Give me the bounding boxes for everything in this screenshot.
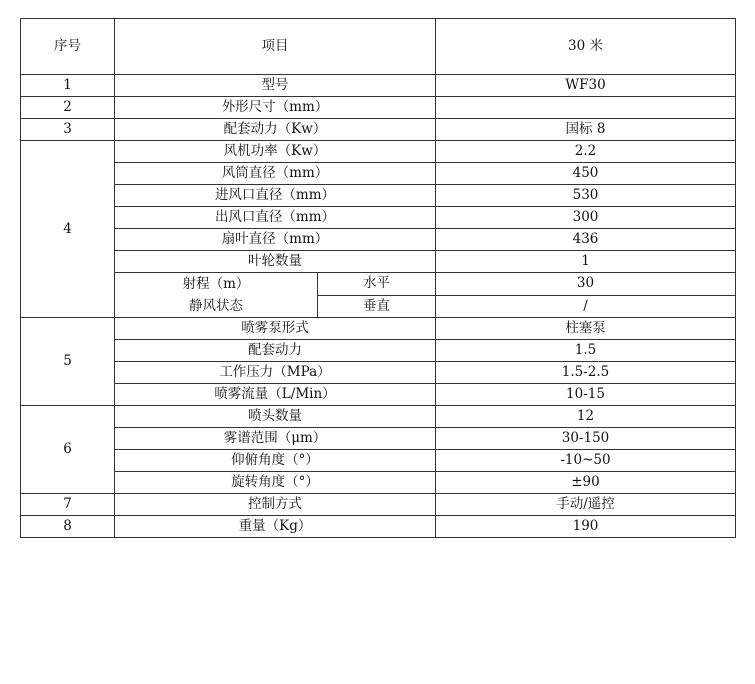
header-value: 30 米 (436, 19, 736, 75)
row-value: 手动/遥控 (436, 494, 736, 516)
row-item: 旋转角度（°） (115, 472, 436, 494)
group-no: 6 (21, 406, 115, 494)
row-value: 30-150 (436, 428, 736, 450)
table-row (21, 428, 736, 450)
row-no: 8 (21, 516, 115, 538)
row-no: 7 (21, 494, 115, 516)
table-row (21, 229, 736, 251)
range-sub-horizontal: 水平 (318, 273, 436, 296)
row-value: -10~50 (436, 450, 736, 472)
table-row (21, 119, 736, 141)
range-label-line1: 射程（m） (182, 276, 250, 292)
row-item: 喷雾泵形式 (115, 318, 436, 340)
row-value: 190 (436, 516, 736, 538)
row-item: 型号 (115, 75, 436, 97)
row-value: 12 (436, 406, 736, 428)
row-value (436, 97, 736, 119)
row-value: 10-15 (436, 384, 736, 406)
table-row (21, 384, 736, 406)
row-value: ±90 (436, 472, 736, 494)
header-no: 序号 (21, 19, 115, 75)
table-row (21, 207, 736, 229)
row-item: 喷头数量 (115, 406, 436, 428)
row-value: 30 (436, 273, 736, 296)
group-no: 5 (21, 318, 115, 406)
row-value: WF30 (436, 75, 736, 97)
row-item: 仰俯角度（°） (115, 450, 436, 472)
row-value: 国标 8 (436, 119, 736, 141)
table-row (21, 450, 736, 472)
table-row (21, 141, 736, 163)
row-value: 1.5-2.5 (436, 362, 736, 384)
row-item: 风筒直径（mm） (115, 163, 436, 185)
row-item: 重量（Kg） (115, 516, 436, 538)
table-row (21, 472, 736, 494)
row-item: 进风口直径（mm） (115, 185, 436, 207)
row-item: 风机功率（Kw） (115, 141, 436, 163)
row-no: 1 (21, 75, 115, 97)
table-row (21, 273, 736, 296)
row-item: 出风口直径（mm） (115, 207, 436, 229)
spec-table (20, 18, 736, 538)
row-item: 喷雾流量（L/Min） (115, 384, 436, 406)
row-item: 工作压力（MPa） (115, 362, 436, 384)
table-row (21, 185, 736, 207)
row-value: 530 (436, 185, 736, 207)
range-sub-vertical: 垂直 (318, 295, 436, 318)
range-label (115, 273, 318, 318)
row-value: / (436, 295, 736, 318)
row-item: 扇叶直径（mm） (115, 229, 436, 251)
group-no: 4 (21, 141, 115, 318)
row-item: 配套动力 (115, 340, 436, 362)
row-value: 1.5 (436, 340, 736, 362)
table-row (21, 75, 736, 97)
row-item: 外形尺寸（mm） (115, 97, 436, 119)
range-label-line2: 静风状态 (189, 298, 243, 314)
table-row (21, 340, 736, 362)
table-row (21, 516, 736, 538)
row-no: 3 (21, 119, 115, 141)
row-item: 雾谱范围（μm） (115, 428, 436, 450)
row-value: 436 (436, 229, 736, 251)
table-row (21, 318, 736, 340)
row-item: 控制方式 (115, 494, 436, 516)
table-row (21, 97, 736, 119)
table-header-row (21, 19, 736, 75)
table-row (21, 494, 736, 516)
row-value: 1 (436, 251, 736, 273)
header-item: 项目 (115, 19, 436, 75)
row-item: 配套动力（Kw） (115, 119, 436, 141)
row-item: 叶轮数量 (115, 251, 436, 273)
table-row (21, 406, 736, 428)
row-value: 2.2 (436, 141, 736, 163)
row-value: 300 (436, 207, 736, 229)
table-row (21, 362, 736, 384)
row-value: 450 (436, 163, 736, 185)
table-row (21, 251, 736, 273)
row-no: 2 (21, 97, 115, 119)
row-value: 柱塞泵 (436, 318, 736, 340)
table-row (21, 163, 736, 185)
